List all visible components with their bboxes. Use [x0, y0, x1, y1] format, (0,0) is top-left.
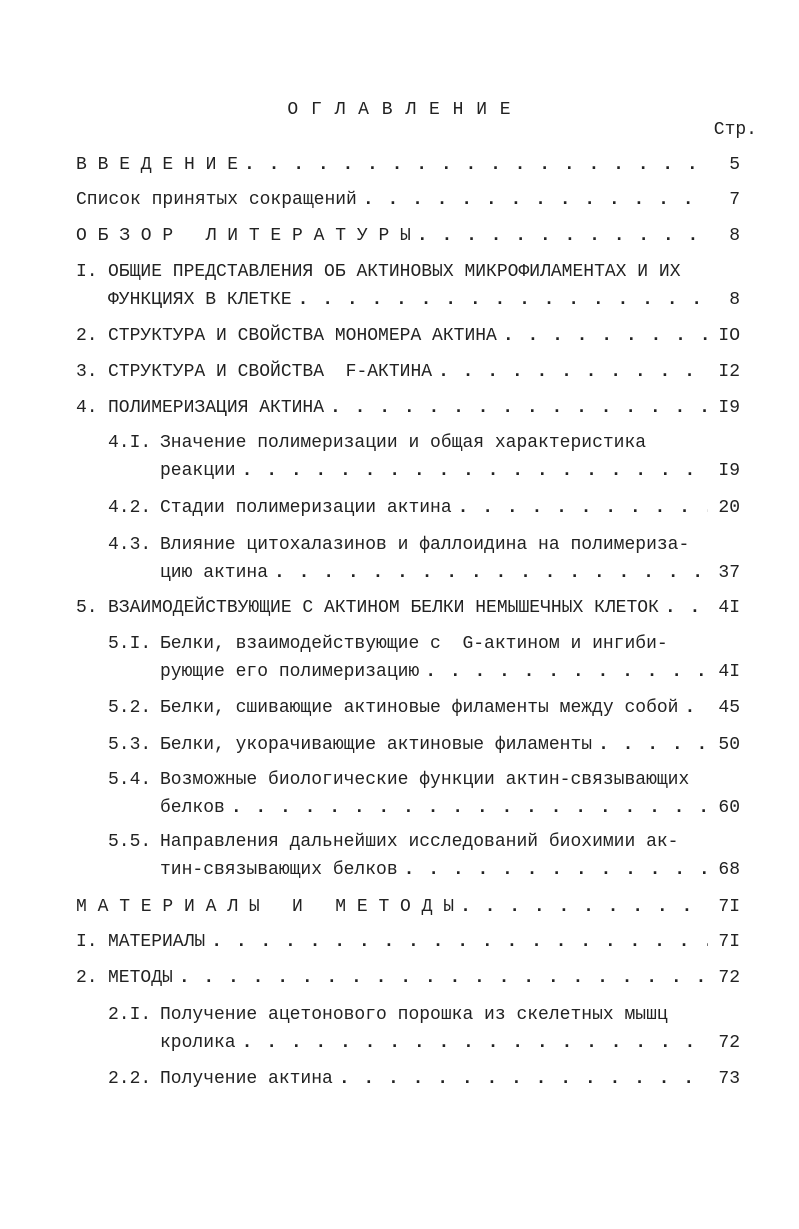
toc-entry-number: I. — [76, 932, 98, 952]
toc-entry — [76, 154, 740, 176]
dot-leader — [298, 289, 708, 311]
toc-entry-title: МАТЕРИАЛЫ — [108, 932, 206, 952]
toc-entry — [108, 734, 740, 756]
toc-entry — [108, 1068, 740, 1090]
toc-entry-title: Значение полимеризации и общая характеристика — [160, 433, 647, 453]
toc-entry-number: 5.3. — [108, 735, 152, 755]
toc-entry-page: 50 — [718, 735, 740, 755]
toc-entry-number: I. — [76, 262, 98, 282]
toc-entry-title: ОБЩИЕ ПРЕДСТАВЛЕНИЯ ОБ АКТИНОВЫХ МИКРОФИЛАМЕНТАХ И ИХ — [108, 262, 681, 282]
dot-leader — [363, 189, 708, 211]
dot-leader — [179, 967, 708, 989]
toc-entry-title: ФУНКЦИЯХ В КЛЕТКЕ — [108, 290, 292, 310]
toc-entry-title: Белки, сшивающие актиновые филаменты между собой — [160, 698, 679, 718]
toc-entry-page: 20 — [718, 498, 740, 518]
toc-entry-page: 68 — [718, 860, 740, 880]
dot-leader — [438, 361, 708, 383]
dot-leader — [460, 896, 708, 918]
dot-leader — [242, 1032, 708, 1054]
toc-entry-page: 73 — [718, 1069, 740, 1089]
toc-entry — [108, 432, 740, 482]
dot-leader — [330, 397, 708, 419]
toc-entry-page: 4I — [718, 662, 740, 682]
toc-entry-number: 4.3. — [108, 535, 152, 555]
toc-entry-number: 5.2. — [108, 698, 152, 718]
toc-entry-title: Список принятых сокращений — [76, 190, 357, 210]
dot-leader — [339, 1068, 708, 1090]
toc-entry-title: реакции — [160, 461, 236, 481]
toc-entry — [76, 261, 740, 311]
dot-leader — [244, 154, 708, 176]
toc-entry-page: 45 — [718, 698, 740, 718]
toc-entry-title: МЕТОДЫ — [108, 968, 173, 988]
toc-entry-page: 8 — [729, 290, 740, 310]
toc-entry-title: рующие его полимеризацию — [160, 662, 420, 682]
toc-entry — [108, 697, 740, 719]
toc-entry-page: 37 — [718, 563, 740, 583]
toc-entry — [108, 1004, 740, 1054]
toc-entry-number: 3. — [76, 362, 98, 382]
toc-entry-title: ПОЛИМЕРИЗАЦИЯ АКТИНА — [108, 398, 325, 418]
toc-entry-title: Получение актина — [160, 1069, 333, 1089]
toc-entry — [108, 497, 740, 519]
toc-entry-title: Возможные биологические функции актин-связывающих — [160, 770, 690, 790]
toc-entry — [76, 189, 740, 211]
toc-entry-number: 2.I. — [108, 1005, 152, 1025]
toc-entry-title: белков — [160, 798, 225, 818]
toc-entry-number: 5. — [76, 598, 98, 618]
toc-entry-page: 8 — [729, 226, 740, 246]
toc-entry-title: тин-связывающих белков — [160, 860, 398, 880]
toc-entry-page: 5 — [729, 155, 740, 175]
toc-entry-page: 60 — [718, 798, 740, 818]
toc-entry-page: I9 — [718, 398, 740, 418]
toc-entry-number: 2. — [76, 326, 98, 346]
toc-entry-title: В В Е Д Е Н И Е — [76, 155, 239, 175]
toc-entry-number: 4. — [76, 398, 98, 418]
toc-title: О Г Л А В Л Е Н И Е — [287, 100, 512, 120]
toc-entry — [76, 967, 740, 989]
toc-entry-page: I9 — [718, 461, 740, 481]
toc-entry — [108, 534, 740, 584]
toc-entry-title: О Б З О Р Л И Т Е Р А Т У Р Ы — [76, 226, 411, 246]
toc-entry — [76, 896, 740, 918]
toc-entry-number: 2. — [76, 968, 98, 988]
page-column-header: Стр. — [713, 120, 757, 140]
toc-entry — [76, 325, 740, 347]
dot-leader — [598, 734, 708, 756]
toc-entry — [76, 225, 740, 247]
toc-entry-page: 7I — [718, 897, 740, 917]
toc-entry-title: Получение ацетонового порошка из скелетных мышц — [160, 1005, 668, 1025]
toc-entry-title: Влияние цитохалазинов и фаллоидина на полимериза- — [160, 535, 690, 555]
toc-entry-title: ВЗАИМОДЕЙСТВУЮЩИЕ С АКТИНОМ БЕЛКИ НЕМЫШЕЧНЫХ КЛЕТОК — [108, 598, 659, 618]
toc-entry — [108, 831, 740, 881]
toc-entry-number: 2.2. — [108, 1069, 152, 1089]
toc-entry-title: цию актина — [160, 563, 269, 583]
toc-entry-number: 5.I. — [108, 634, 152, 654]
toc-entry-page: 72 — [718, 968, 740, 988]
toc-entry-page: 7I — [718, 932, 740, 952]
dot-leader — [665, 597, 708, 619]
toc-entry-page: IO — [718, 326, 740, 346]
toc-entry-page: 7 — [729, 190, 740, 210]
dot-leader — [231, 797, 708, 819]
toc-entry-page: 72 — [718, 1033, 740, 1053]
toc-entry-number: 4.I. — [108, 433, 152, 453]
toc-entry-number: 4.2. — [108, 498, 152, 518]
dot-leader — [274, 562, 708, 584]
toc-entry-title: Белки, взаимодействующие с G-актином и ингиби- — [160, 634, 668, 654]
toc-entry — [76, 397, 740, 419]
toc-entry — [76, 597, 740, 619]
dot-leader — [458, 497, 708, 519]
toc-entry-title: СТРУКТУРА И СВОЙСТВА МОНОМЕРА АКТИНА — [108, 326, 497, 346]
toc-entry — [108, 769, 740, 819]
toc-entry-title: М А Т Е Р И А Л Ы И М Е Т О Д Ы — [76, 897, 455, 917]
dot-leader — [417, 225, 708, 247]
dot-leader — [503, 325, 708, 347]
dot-leader — [684, 697, 708, 719]
toc-entry-title: Стадии полимеризации актина — [160, 498, 452, 518]
toc-entry-number: 5.5. — [108, 832, 152, 852]
toc-entry-number: 5.4. — [108, 770, 152, 790]
dot-leader — [425, 661, 708, 683]
toc-entry-title: кролика — [160, 1033, 236, 1053]
dot-leader — [242, 460, 708, 482]
dot-leader — [404, 859, 708, 881]
toc-entry-title: Направления дальнейших исследований биохимии ак- — [160, 832, 679, 852]
dot-leader — [211, 931, 708, 953]
toc-entry-page: 4I — [718, 598, 740, 618]
toc-entry-title: СТРУКТУРА И СВОЙСТВА F-АКТИНА — [108, 362, 433, 382]
toc-entry-page: I2 — [718, 362, 740, 382]
toc-entry — [108, 633, 740, 683]
toc-entry — [76, 361, 740, 383]
toc-entry — [76, 931, 740, 953]
toc-entry-title: Белки, укорачивающие актиновые филаменты — [160, 735, 593, 755]
